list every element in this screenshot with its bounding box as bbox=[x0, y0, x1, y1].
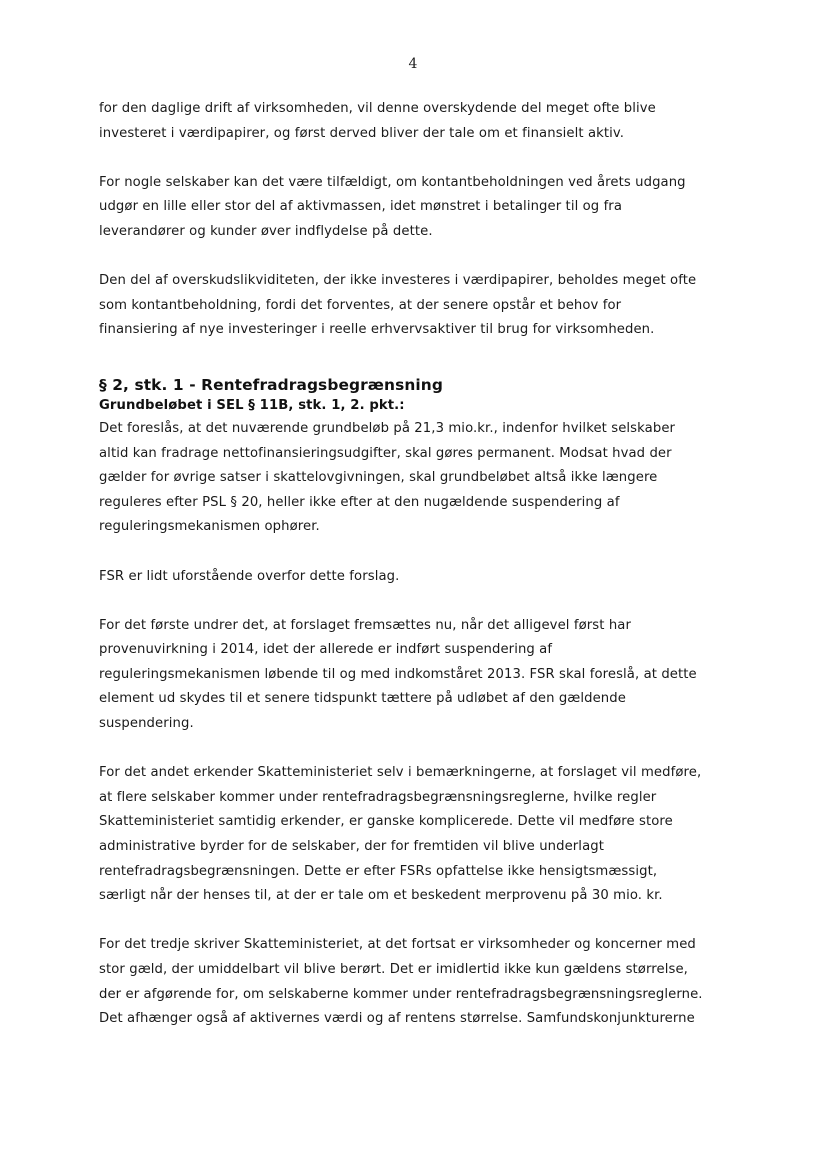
paragraph bbox=[99, 565, 749, 590]
text-line: udgør en lille eller stor del af aktivmassen, idet mønstret i betalinger til og fra bbox=[99, 199, 623, 215]
paragraph bbox=[99, 417, 749, 540]
paragraph bbox=[99, 269, 749, 343]
text-line: investeret i værdipapirer, og først derved bliver der tale om et finansielt aktiv. bbox=[99, 125, 625, 141]
text-line: reguleringsmekanismen løbende til og med indkomståret 2013. FSR skal foreslå, at dette bbox=[99, 666, 697, 682]
text-line: suspendering. bbox=[99, 716, 194, 732]
text-line: for den daglige drift af virksomheden, vil denne overskydende del meget ofte blive bbox=[99, 101, 656, 116]
text-line: FSR er lidt uforstående overfor dette forslag. bbox=[99, 568, 400, 584]
page-number: 4 bbox=[408, 56, 418, 72]
text-line: gælder for øvrige satser i skattelovgivningen, skal grundbeløbet altså ikke længere bbox=[99, 470, 658, 486]
text-line: finansiering af nye investeringer i reelle erhvervsaktiver til brug for virksomheden. bbox=[99, 322, 655, 338]
text-line: særligt når der henses til, at der er tale om et beskedent merprovenu på 30 mio. kr. bbox=[99, 888, 663, 904]
text-line: leverandører og kunder øver indflydelse på dette. bbox=[99, 223, 433, 239]
text-line: reguleringsmekanismen ophører. bbox=[99, 519, 320, 535]
section-heading: § 2, stk. 1 - Rentefradragsbegrænsning bbox=[99, 375, 443, 394]
paragraph bbox=[99, 97, 749, 146]
text-line: reguleres efter PSL § 20, heller ikke efter at den nugældende suspendering af bbox=[99, 494, 620, 510]
text-line: administrative byrder for de selskaber, der for fremtiden vil blive underlagt bbox=[99, 839, 604, 855]
text-line: altid kan fradrage nettofinansieringsudgifter, skal gøres permanent. Modsat hvad der bbox=[99, 445, 672, 461]
paragraph bbox=[99, 761, 749, 909]
text-line: Det foreslås, at det nuværende grundbeløb på 21,3 mio.kr., indenfor hvilket selskaber bbox=[99, 420, 676, 436]
text-line: For det første undrer det, at forslaget fremsættes nu, når det alligevel først har bbox=[99, 617, 631, 633]
text-line: rentefradragsbegrænsningen. Dette er efter FSRs opfattelse ikke hensigtsmæssigt, bbox=[99, 863, 658, 879]
text-line: Den del af overskudslikviditeten, der ikke investeres i værdipapirer, beholdes meget ofte bbox=[99, 273, 697, 289]
text-line: For det tredje skriver Skatteministeriet, at det fortsat er virksomheder og koncerner med bbox=[99, 937, 696, 953]
text-line: element ud skydes til et senere tidspunkt tættere på udløbet af den gældende bbox=[99, 691, 626, 707]
text-line: stor gæld, der umiddelbart vil blive berørt. Det er imidlertid ikke kun gældens størrelse, bbox=[99, 962, 688, 977]
section-subheading: Grundbeløbet i SEL § 11B, stk. 1, 2. pkt.: bbox=[99, 397, 405, 413]
paragraph bbox=[99, 614, 749, 737]
text-line: For det andet erkender Skatteministeriet selv i bemærkningerne, at forslaget vil medføre, bbox=[99, 765, 702, 781]
text-line: som kontantbeholdning, fordi det forventes, at der senere opstår et behov for bbox=[99, 297, 622, 313]
text-line: Det afhænger også af aktivernes værdi og af rentens størrelse. Samfundskonjunkturerne bbox=[99, 1011, 695, 1027]
intro-section bbox=[99, 97, 749, 343]
text-line: provenuvirkning i 2014, idet der allerede er indført suspendering af bbox=[99, 642, 553, 658]
paragraph bbox=[99, 171, 749, 245]
paragraph bbox=[99, 933, 749, 1031]
section-body bbox=[99, 417, 749, 1032]
text-line: at flere selskaber kommer under rentefradragsbegrænsningsreglerne, hvilke regler bbox=[99, 789, 657, 805]
text-line: der er afgørende for, om selskaberne kommer under rentefradragsbegrænsningsreglerne. bbox=[99, 986, 703, 1002]
text-line: For nogle selskaber kan det være tilfældigt, om kontantbeholdningen ved årets udgang bbox=[99, 174, 686, 190]
text-line: Skatteministeriet samtidig erkender, er ganske komplicerede. Dette vil medføre store bbox=[99, 814, 673, 830]
page-content bbox=[99, 97, 749, 1056]
